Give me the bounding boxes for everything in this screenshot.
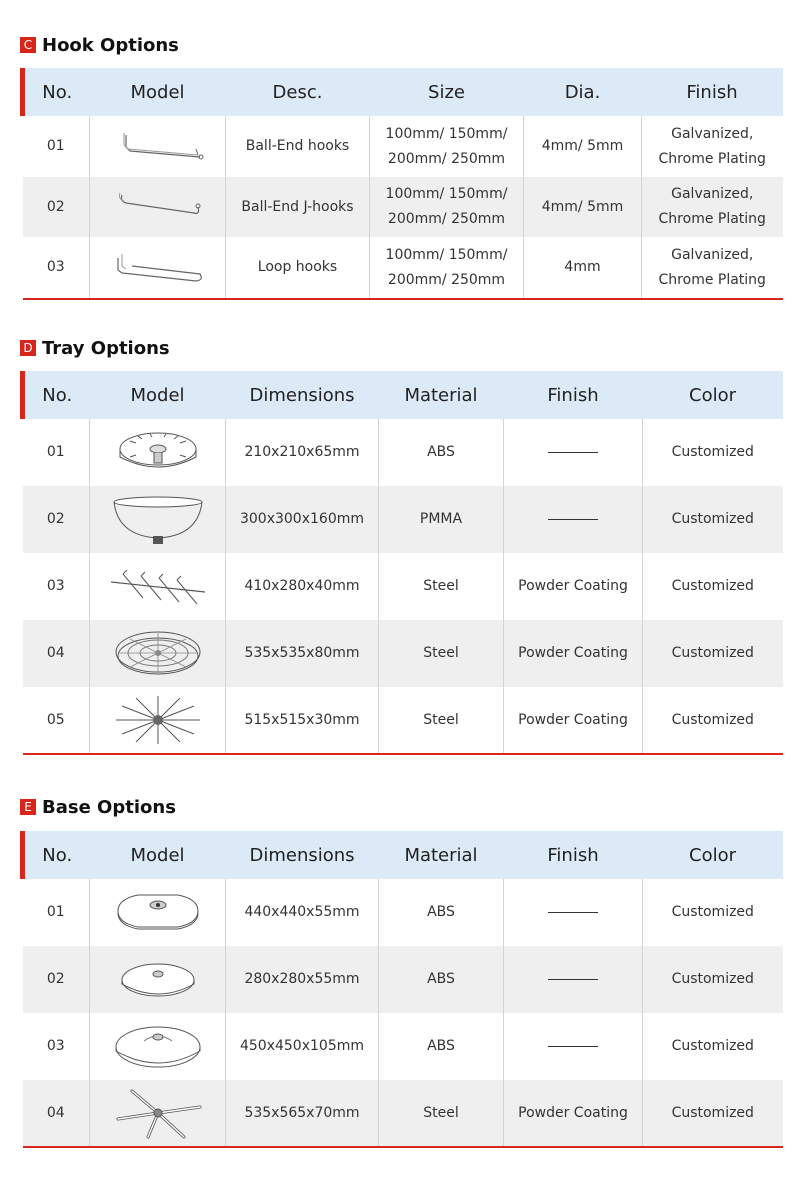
row-no: 02 (23, 177, 90, 237)
header-dimensions: Dimensions (226, 371, 379, 419)
row-dimensions: 210x210x65mm (226, 419, 379, 486)
empty-dash (548, 912, 598, 913)
table-row (23, 177, 783, 237)
empty-dash (548, 452, 598, 453)
header-material: Material (379, 831, 504, 879)
finish-line-1: Galvanized, (671, 186, 754, 202)
row-color: Customized (671, 578, 754, 594)
row-dimensions: 515x515x30mm (226, 687, 379, 754)
round-base-icon (108, 952, 208, 1008)
table-row (23, 116, 783, 177)
row-desc: Loop hooks (226, 237, 370, 299)
wire-basket-icon (108, 626, 208, 682)
row-finish (504, 879, 643, 946)
base-options-table (20, 831, 783, 1148)
row-finish (642, 177, 783, 237)
table-header-row (23, 831, 783, 879)
finish-line-1: Galvanized, (671, 246, 754, 263)
section-letter-c: C (20, 37, 36, 53)
tray-model-image (90, 620, 226, 687)
row-no: 05 (23, 687, 90, 754)
row-no: 02 (23, 486, 90, 553)
header-no: No. (23, 68, 90, 116)
row-material: ABS (379, 879, 504, 946)
tray-model-image (90, 553, 226, 620)
header-model: Model (90, 68, 226, 116)
header-dia: Dia. (524, 68, 642, 116)
row-dimensions: 450x450x105mm (226, 1013, 379, 1080)
row-no: 01 (23, 116, 90, 177)
row-color: Customized (643, 486, 783, 553)
size-line-1: 100mm/ 150mm/ (385, 186, 508, 202)
table-row (23, 553, 783, 620)
section-title-text: Tray Options (42, 337, 170, 359)
steel-star-base-icon (108, 1085, 208, 1141)
row-dia: 4mm/ 5mm (524, 116, 642, 177)
loop-hook-icon (108, 248, 208, 288)
row-material: Steel (379, 1080, 504, 1147)
abs-tray-icon (108, 425, 208, 481)
header-color: Color (643, 371, 783, 419)
header-finish: Finish (504, 371, 643, 419)
header-material: Material (379, 371, 504, 419)
row-size (370, 237, 524, 299)
header-desc: Desc. (226, 68, 370, 116)
header-dimensions: Dimensions (226, 831, 379, 879)
row-dimensions: 410x280x40mm (226, 553, 379, 620)
spinner-arms-icon (108, 692, 208, 748)
ball-end-j-hook-icon (108, 187, 208, 227)
hook-options-title (20, 33, 179, 57)
table-row (23, 946, 783, 1013)
steel-hook-rack-icon (103, 562, 213, 612)
row-finish (504, 1013, 643, 1080)
table-row (23, 687, 783, 754)
empty-dash (548, 1046, 598, 1047)
row-material: ABS (379, 946, 504, 1013)
row-material: PMMA (379, 486, 504, 553)
section-letter-d: D (20, 340, 36, 356)
hook-model-image (90, 177, 226, 237)
empty-dash (548, 519, 598, 520)
row-size (370, 177, 524, 237)
row-color: Customized (643, 687, 783, 754)
base-model-image (90, 1080, 226, 1147)
size-line-2: 200mm/ 250mm (387, 150, 506, 167)
size-line-2: 200mm/ 250mm (387, 211, 506, 227)
finish-line-2: Chrome Plating (658, 211, 766, 227)
row-color: Customized (643, 1080, 783, 1147)
table-row (23, 1080, 783, 1147)
header-finish: Finish (504, 831, 643, 879)
size-line-1: 100mm/ 150mm/ (385, 246, 508, 263)
row-no: 01 (23, 879, 90, 946)
base-model-image (90, 879, 226, 946)
row-no: 03 (23, 553, 90, 620)
table-header-row (23, 68, 783, 116)
row-finish (642, 237, 783, 299)
row-color: Customized (671, 1038, 754, 1054)
table-row (23, 1013, 783, 1080)
finish-line-2: Chrome Plating (658, 150, 766, 167)
row-dimensions: 535x535x80mm (226, 620, 379, 687)
row-dia: 4mm (524, 237, 642, 299)
header-model: Model (90, 371, 226, 419)
table-row (23, 237, 783, 299)
row-finish: Powder Coating (504, 687, 643, 754)
size-line-1: 100mm/ 150mm/ (385, 125, 508, 142)
row-dimensions: 300x300x160mm (226, 486, 379, 553)
row-material: Steel (379, 620, 504, 687)
row-no: 04 (23, 620, 90, 687)
header-finish: Finish (642, 68, 783, 116)
header-model: Model (90, 831, 226, 879)
row-finish: Powder Coating (504, 553, 643, 620)
empty-dash (548, 979, 598, 980)
base-model-image (90, 1013, 226, 1080)
section-letter-e: E (20, 799, 36, 815)
row-finish (504, 419, 643, 486)
row-no: 02 (23, 946, 90, 1013)
square-base-icon (108, 885, 208, 941)
section-title-text: Base Options (42, 796, 176, 818)
row-desc: Ball-End hooks (226, 116, 370, 177)
table-row (23, 620, 783, 687)
hook-model-image (90, 116, 226, 177)
large-round-base-icon (108, 1019, 208, 1075)
row-no: 04 (23, 1080, 90, 1147)
row-color: Customized (671, 904, 754, 920)
ball-end-hook-icon (108, 127, 208, 167)
table-header-row (23, 371, 783, 419)
row-dimensions: 440x440x55mm (226, 879, 379, 946)
hook-model-image (90, 237, 226, 299)
row-material: ABS (379, 419, 504, 486)
tray-options-title (20, 336, 170, 360)
row-finish (504, 946, 643, 1013)
row-material: Steel (379, 687, 504, 754)
base-options-title (20, 795, 176, 819)
row-finish: Powder Coating (504, 1080, 643, 1147)
row-color: Customized (643, 620, 783, 687)
table-row (23, 419, 783, 486)
row-material: ABS (379, 1013, 504, 1080)
section-title-text: Hook Options (42, 34, 179, 56)
finish-line-2: Chrome Plating (658, 271, 766, 288)
finish-line-1: Galvanized, (671, 125, 754, 142)
row-finish (642, 116, 783, 177)
row-dimensions: 280x280x55mm (226, 946, 379, 1013)
header-no: No. (23, 831, 90, 879)
base-model-image (90, 946, 226, 1013)
row-dia: 4mm/ 5mm (524, 177, 642, 237)
row-color: Customized (671, 444, 754, 460)
row-no: 01 (23, 419, 90, 486)
tray-model-image (90, 486, 226, 553)
tray-model-image (90, 419, 226, 486)
table-row (23, 486, 783, 553)
header-no: No. (23, 371, 90, 419)
row-no: 03 (23, 237, 90, 299)
row-size (370, 116, 524, 177)
header-size: Size (370, 68, 524, 116)
row-dimensions: 535x565x70mm (226, 1080, 379, 1147)
tray-options-table (20, 371, 783, 755)
row-color: Customized (643, 946, 783, 1013)
row-finish: Powder Coating (504, 620, 643, 687)
header-color: Color (643, 831, 783, 879)
row-material: Steel (379, 553, 504, 620)
row-no: 03 (23, 1013, 90, 1080)
hook-options-table (20, 68, 783, 300)
row-desc: Ball-End J-hooks (226, 177, 370, 237)
size-line-2: 200mm/ 250mm (387, 271, 506, 288)
row-finish (504, 486, 643, 553)
pmma-bowl-icon (108, 492, 208, 548)
table-row (23, 879, 783, 946)
tray-model-image (90, 687, 226, 754)
